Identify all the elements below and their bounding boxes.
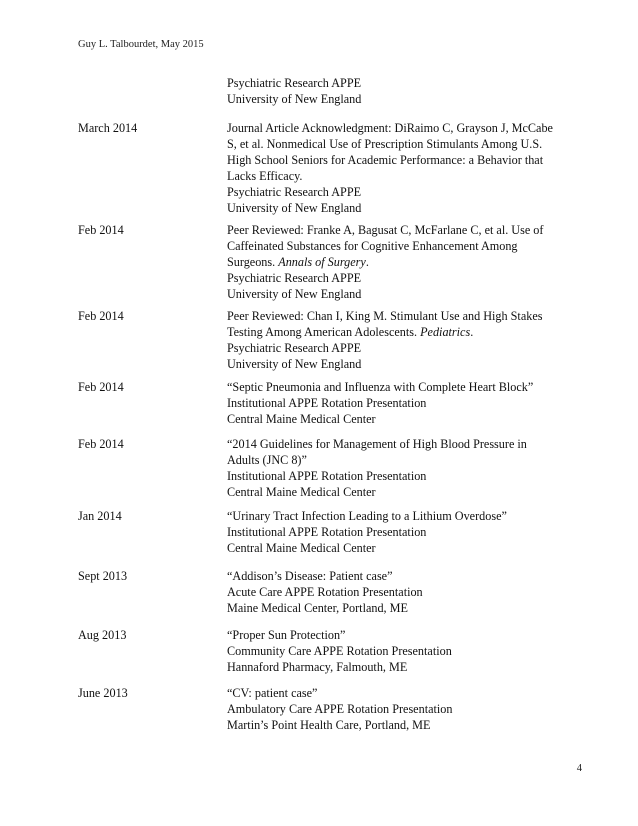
entry-description bbox=[227, 120, 567, 216]
entry-date: March 2014 bbox=[78, 121, 138, 135]
entry-line-text: Hannaford Pharmacy, Falmouth, ME bbox=[227, 660, 408, 674]
entry-line-text: Community Care APPE Rotation Presentation bbox=[227, 644, 452, 658]
entry-line bbox=[227, 717, 567, 733]
entry-line-text: University of New England bbox=[227, 92, 362, 106]
entry-line bbox=[227, 568, 567, 584]
entry-line-text: High School Seniors for Academic Performance: a Behavior that bbox=[227, 153, 544, 167]
entry-line-text: Psychiatric Research APPE bbox=[227, 271, 362, 285]
entry-line-text: Ambulatory Care APPE Rotation Presentation bbox=[227, 702, 453, 716]
entry-line bbox=[227, 627, 567, 643]
entry-line bbox=[227, 436, 567, 452]
entry-line-text: “Septic Pneumonia and Influenza with Complete Heart Block” bbox=[227, 380, 534, 394]
entry-line bbox=[227, 340, 567, 356]
entry-line-text: Surgeons. bbox=[227, 255, 279, 269]
entry-line-text: “Addison’s Disease: Patient case” bbox=[227, 569, 393, 583]
entry-line-text: Central Maine Medical Center bbox=[227, 485, 376, 499]
entry-description bbox=[227, 568, 567, 616]
entry-description bbox=[227, 627, 567, 675]
entry-line-text: “2014 Guidelines for Management of High Blood Pressure in bbox=[227, 437, 527, 451]
journal-title: Pediatrics bbox=[420, 325, 471, 339]
entry-line-text: Psychiatric Research APPE bbox=[227, 341, 362, 355]
entry-description bbox=[227, 508, 567, 556]
entry-date: Sept 2013 bbox=[78, 569, 128, 583]
entry-line bbox=[227, 136, 567, 152]
entry-description bbox=[227, 379, 567, 427]
entry-date: Aug 2013 bbox=[78, 628, 127, 642]
entry-line-text: Institutional APPE Rotation Presentation bbox=[227, 396, 427, 410]
page-number: 4 bbox=[576, 763, 582, 774]
entry-date: Feb 2014 bbox=[78, 309, 124, 323]
entry-line bbox=[227, 701, 567, 717]
entry-line-text: Lacks Efficacy. bbox=[227, 169, 303, 183]
entry-date: June 2013 bbox=[78, 686, 128, 700]
entry-line bbox=[227, 91, 567, 107]
entry-line bbox=[227, 468, 567, 484]
entry-description bbox=[227, 685, 567, 733]
entry-line-text: Adults (JNC 8)” bbox=[227, 453, 307, 467]
entry-line bbox=[227, 395, 567, 411]
entry-line-text: Peer Reviewed: Chan I, King M. Stimulant Use and High Stakes bbox=[227, 309, 543, 323]
entry-line bbox=[227, 152, 567, 168]
entry-description bbox=[227, 75, 567, 107]
entry-line bbox=[227, 379, 567, 395]
entry-line-text: Maine Medical Center, Portland, ME bbox=[227, 601, 408, 615]
entry-line bbox=[227, 200, 567, 216]
entry-line bbox=[227, 524, 567, 540]
journal-title: Annals of Surgery bbox=[278, 255, 366, 269]
entry-line-text: Central Maine Medical Center bbox=[227, 412, 376, 426]
entry-line bbox=[227, 270, 567, 286]
entry-line-text: Journal Article Acknowledgment: DiRaimo C, Grayson J, McCabe bbox=[227, 121, 553, 135]
entry-line bbox=[227, 600, 567, 616]
entry-description bbox=[227, 222, 567, 302]
entry-line bbox=[227, 584, 567, 600]
entry-description bbox=[227, 436, 567, 500]
running-header: Guy L. Talbourdet, May 2015 bbox=[78, 39, 204, 50]
entry-line bbox=[227, 685, 567, 701]
entry-line-text: Testing Among American Adolescents. bbox=[227, 325, 421, 339]
entry-line bbox=[227, 356, 567, 372]
entry-line bbox=[227, 411, 567, 427]
entry-line-text: Psychiatric Research APPE bbox=[227, 185, 362, 199]
entry-line-text: “CV: patient case” bbox=[227, 686, 318, 700]
entry-description bbox=[227, 308, 567, 372]
entry-line-text: “Urinary Tract Infection Leading to a Lithium Overdose” bbox=[227, 509, 507, 523]
entry-line bbox=[227, 308, 567, 324]
entry-line bbox=[227, 120, 567, 136]
entry-date: Feb 2014 bbox=[78, 223, 124, 237]
entry-line-text: Peer Reviewed: Franke A, Bagusat C, McFarlane C, et al. Use of bbox=[227, 223, 544, 237]
entry-line bbox=[227, 168, 567, 184]
entry-line bbox=[227, 659, 567, 675]
entry-line bbox=[227, 540, 567, 556]
entry-line-text: Acute Care APPE Rotation Presentation bbox=[227, 585, 423, 599]
entry-date: Jan 2014 bbox=[78, 509, 122, 523]
entry-line bbox=[227, 643, 567, 659]
entry-line-text: University of New England bbox=[227, 357, 362, 371]
entry-line-text: University of New England bbox=[227, 201, 362, 215]
entry-line-suffix: . bbox=[365, 255, 369, 269]
entry-line bbox=[227, 324, 567, 340]
entry-line bbox=[227, 75, 567, 91]
entry-line-text: Caffeinated Substances for Cognitive Enhancement Among bbox=[227, 239, 518, 253]
entry-line bbox=[227, 238, 567, 254]
entry-line bbox=[227, 508, 567, 524]
entry-line-text: S, et al. Nonmedical Use of Prescription Stimulants Among U.S. bbox=[227, 137, 543, 151]
entry-line-text: “Proper Sun Protection” bbox=[227, 628, 346, 642]
entry-line bbox=[227, 254, 567, 270]
entry-line bbox=[227, 184, 567, 200]
entry-line bbox=[227, 286, 567, 302]
entry-date: Feb 2014 bbox=[78, 380, 124, 394]
entry-line bbox=[227, 484, 567, 500]
entry-line bbox=[227, 222, 567, 238]
entry-line-text: Psychiatric Research APPE bbox=[227, 76, 362, 90]
entry-line-text: Central Maine Medical Center bbox=[227, 541, 376, 555]
entry-line-text: Martin’s Point Health Care, Portland, ME bbox=[227, 718, 431, 732]
entry-line-text: Institutional APPE Rotation Presentation bbox=[227, 469, 427, 483]
entry-date: Feb 2014 bbox=[78, 437, 124, 451]
entry-line-text: University of New England bbox=[227, 287, 362, 301]
entry-line-text: Institutional APPE Rotation Presentation bbox=[227, 525, 427, 539]
entry-line bbox=[227, 452, 567, 468]
entry-line-suffix: . bbox=[470, 325, 474, 339]
